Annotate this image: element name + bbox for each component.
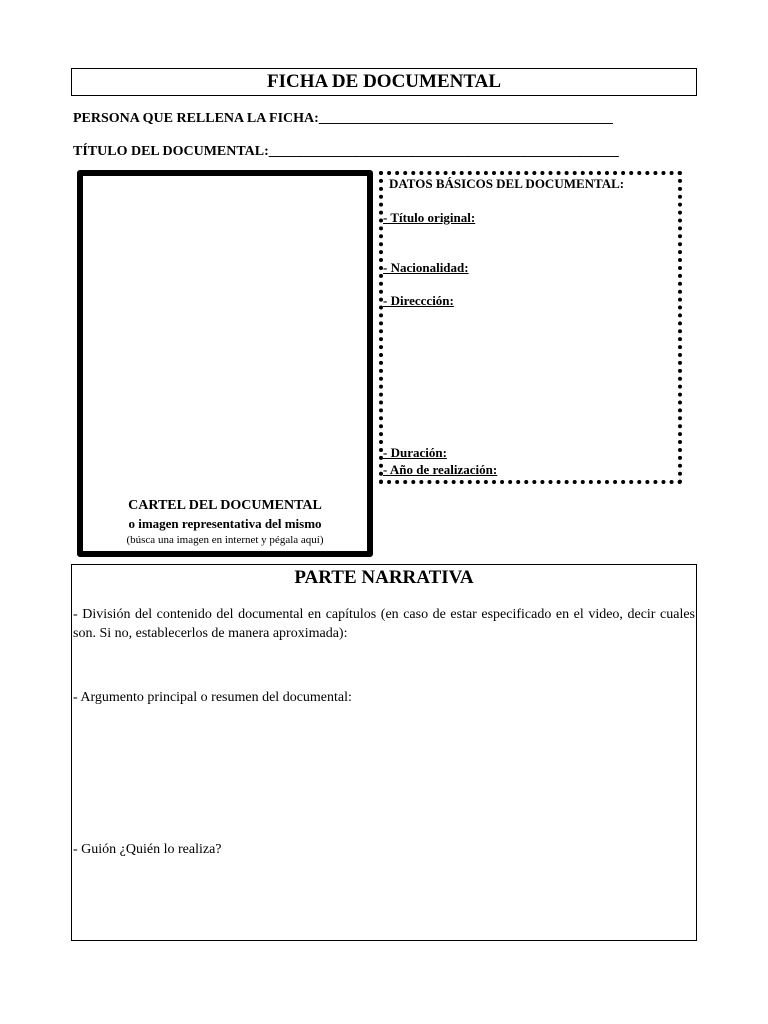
page-title: FICHA DE DOCUMENTAL xyxy=(71,68,697,96)
direccion-label: - Direccción: xyxy=(383,293,454,308)
anio-realizacion-label: - Año de realización: xyxy=(383,462,498,477)
persona-field-label: PERSONA QUE RELLENA LA FICHA:__________________________________________ xyxy=(73,111,613,126)
nacionalidad-label: - Nacionalidad: xyxy=(383,260,469,275)
poster-caption-sub: o imagen representativa del mismo xyxy=(128,516,322,531)
poster-caption-main: CARTEL DEL DOCUMENTAL xyxy=(128,498,322,513)
narrative-question-argumento: - Argumento principal o resumen del documental: xyxy=(73,690,352,705)
duracion-label: - Duración: xyxy=(383,445,447,460)
titulo-field-label: TÍTULO DEL DOCUMENTAL:__________________________________________________ xyxy=(73,144,619,159)
titulo-original-label: - Título original: xyxy=(383,210,476,225)
poster-placeholder[interactable] xyxy=(77,170,373,557)
basic-data-heading: DATOS BÁSICOS DEL DOCUMENTAL: xyxy=(389,176,625,191)
narrative-section xyxy=(71,564,697,941)
poster-caption-hint: (búsca una imagen en internet y pégala aquí) xyxy=(126,534,324,546)
narrative-question-capitulos: - División del contenido del documental en capítulos (en caso de estar especificado en el video, decir cuales son. Si no, establecerlos de manera aproximada): xyxy=(73,607,695,641)
narrative-question-guion: - Guión ¿Quién lo realiza? xyxy=(73,842,222,857)
narrative-heading: PARTE NARRATIVA xyxy=(294,567,474,588)
basic-data-box xyxy=(379,171,682,484)
